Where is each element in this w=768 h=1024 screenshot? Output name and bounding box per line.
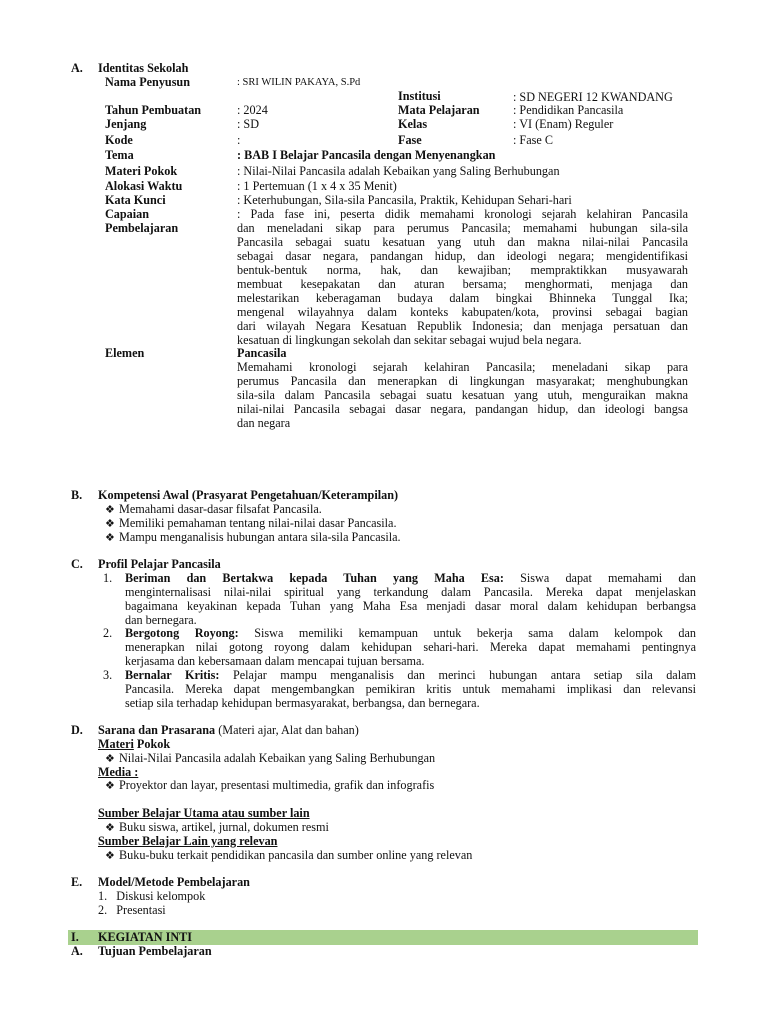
label-tema: Tema [105,148,134,162]
capaian-paragraph [237,207,688,347]
tujuan-title: Tujuan Pembelajaran [98,944,212,958]
section-b-letter: B. [71,488,83,502]
profil-line: dan bernegara. [125,613,197,627]
profil-num-1: 1. [103,571,113,585]
list-item: ❖ Buku-buku terkait pendidikan pancasila dan sumber online yang relevan [105,848,473,862]
diamond-bullet-icon: ❖ [105,532,115,544]
section-a-title: Identitas Sekolah [98,61,189,75]
value-alokasi-waktu: : 1 Pertemuan (1 x 4 x 35 Menit) [237,179,397,193]
profil-line: kerjasama dan kebersamaan dalam mencapai tujuan bersama. [125,654,425,668]
label-institusi: Institusi [398,89,441,103]
capaian-line: dari wilayah Negara Kesatuan Republik Indonesia; dan menjaga persatuan dan [237,319,688,333]
value-mata-pelajaran: : Pendidikan Pancasila [513,103,624,117]
media-heading: Media : [98,765,139,779]
section-e-letter: E. [71,875,83,889]
label-capaian: Capaian [105,207,150,221]
value-jenjang: : SD [237,117,260,131]
capaian-line: dan meneladani sikap para perumus Pancasila; memahami hubungan sila-sila [237,221,688,235]
label-mata-pelajaran: Mata Pelajaran [398,103,480,117]
profil-line: Beriman dan Bertakwa kepada Tuhan yang Maha Esa: Siswa dapat memahami dan [125,571,696,585]
label-tahun-pembuatan: Tahun Pembuatan [105,103,202,117]
profil-line: Pancasila. Mereka dapat mengembangkan pemikiran kritis untuk memahami implikasi dan relevansi [125,682,696,696]
list-item: ❖ Proyektor dan layar, presentasi multimedia, grafik dan infografis [105,778,435,792]
profil-line: Bergotong Royong: Siswa memiliki kemampuan untuk bekerja sama dalam kelompok dan [125,626,696,640]
profil-num-3: 3. [103,668,113,682]
list-item: ❖ Buku siswa, artikel, jurnal, dokumen resmi [105,820,329,834]
list-item: ❖ Memiliki pemahaman tentang nilai-nilai dasar Pancasila. [105,516,397,530]
diamond-bullet-icon: ❖ [105,518,115,530]
elemen-title: Pancasila [237,346,287,360]
diamond-bullet-icon: ❖ [105,504,115,516]
capaian-line: bentuk-bentuk norma, hak, dan kewajiban; mempraktikkan musyawarah [237,263,688,277]
value-materi-pokok: : Nilai-Nilai Pancasila adalah Kebaikan yang Saling Berhubungan [237,164,560,178]
profil-line: Bernalar Kritis: Pelajar mampu menganalisis dan merinci hubungan antara setiap sila dalam [125,668,696,682]
label-fase: Fase [398,133,422,147]
value-tahun-pembuatan: : 2024 [237,103,268,117]
profil-num-2: 2. [103,626,113,640]
diamond-bullet-icon: ❖ [105,753,115,765]
profil-item-3 [125,668,696,710]
sumber-utama-heading: Sumber Belajar Utama atau sumber lain [98,806,310,820]
capaian-line: : Pada fase ini, peserta didik memahami kronologi sejarah kelahiran Pancasila [237,207,688,221]
profil-item-2 [125,626,696,668]
capaian-line: melestarikan keberagaman budaya dalam bingkai Bhinneka Tunggal Ika; [237,291,688,305]
value-kelas: : VI (Enam) Reguler [513,117,614,131]
elemen-line: perumus Pancasila dan menerapkan di lingkungan masyarakat; menghubungkan [237,374,688,388]
section-c-letter: C. [71,557,83,571]
elemen-line: dan negara [237,416,291,430]
materi-heading: Materi Pokok [98,737,171,751]
label-kelas: Kelas [398,117,428,131]
label-kode: Kode [105,133,133,147]
diamond-bullet-icon: ❖ [105,850,115,862]
section-d-title: Sarana dan Prasarana (Materi ajar, Alat dan bahan) [98,723,359,737]
kegiatan-title: KEGIATAN INTI [98,930,193,944]
elemen-paragraph [237,360,688,430]
diamond-bullet-icon: ❖ [105,780,115,792]
list-item: ❖ Mampu menganalisis hubungan antara sila-sila Pancasila. [105,530,401,544]
list-item: ❖ Nilai-Nilai Pancasila adalah Kebaikan yang Saling Berhubungan [105,751,436,765]
label-pembelajaran: Pembelajaran [105,221,179,235]
elemen-line: sila-sila dalam Pancasila sebagai suatu kesatuan yang utuh, menguraikan makna [237,388,688,402]
value-kata-kunci: : Keterhubungan, Sila-sila Pancasila, Praktik, Kehidupan Sehari-hari [237,193,572,207]
value-kode: : [237,133,241,147]
label-nama-penyusun: Nama Penyusun [105,75,190,89]
kegiatan-roman: I. [71,930,79,944]
value-fase: : Fase C [513,133,553,147]
elemen-line: nilai-nilai Pancasila sebagai dasar negara, pandangan hidup, dan ideologi bangsa [237,402,688,416]
sumber-lain-heading: Sumber Belajar Lain yang relevan [98,834,278,848]
elemen-line: Memahami kronologi sejarah kelahiran Pancasila; meneladani sikap para [237,360,688,374]
profil-line: bagaimana keyakinan kepada Tuhan yang Maha Esa menjadi dasar moral dalam kehidupan berbangsa [125,599,696,613]
value-nama-penyusun: : SRI WILIN PAKAYA, S.Pd [237,77,361,88]
list-item: 2. Presentasi [98,903,166,917]
list-item: 1. Diskusi kelompok [98,889,206,903]
tujuan-letter: A. [71,944,83,958]
value-institusi: : SD NEGERI 12 KWANDANG [513,90,673,104]
section-a-letter: A. [71,61,83,75]
label-jenjang: Jenjang [105,117,147,131]
section-d-letter: D. [71,723,83,737]
section-e-title: Model/Metode Pembelajaran [98,875,250,889]
capaian-line: Pancasila sebagai suatu kesatuan yang utuh dan makna nilai-nilai Pancasila [237,235,688,249]
section-c-title: Profil Pelajar Pancasila [98,557,221,571]
profil-item-1 [125,571,696,627]
label-alokasi-waktu: Alokasi Waktu [105,179,183,193]
value-tema: : BAB I Belajar Pancasila dengan Menyenangkan [237,148,496,162]
capaian-line: membuat kesepakatan dan aturan bersama; menghormati, menjaga dan [237,277,688,291]
list-item: ❖ Memahami dasar-dasar filsafat Pancasila. [105,502,322,516]
profil-line: menerapkan nilai gotong royong dalam kehidupan sehari-hari. Mereka dapat memahami pentingnya [125,640,696,654]
profil-line: setiap sila terhadap kehidupan bermasyarakat, berbangsa, dan bernegara. [125,696,480,710]
diamond-bullet-icon: ❖ [105,822,115,834]
profil-line: menginternalisasi nilai-nilai spiritual yang terkandung dalam Pancasila. Mereka dapat menjelaskan [125,585,696,599]
capaian-line: kesatuan di lingkungan sekolah dan sekitar sebagai wujud bela negara. [237,333,582,347]
label-elemen: Elemen [105,346,145,360]
capaian-line: sebagai dasar negara, pandangan hidup, dan ideologi negara; mengidentifikasi [237,249,688,263]
capaian-line: mengenal wilayahnya dalam konteks kabupaten/kota, provinsi sebagai bagian [237,305,688,319]
label-materi-pokok: Materi Pokok [105,164,178,178]
label-kata-kunci: Kata Kunci [105,193,166,207]
section-b-title: Kompetensi Awal (Prasyarat Pengetahuan/Keterampilan) [98,488,399,502]
